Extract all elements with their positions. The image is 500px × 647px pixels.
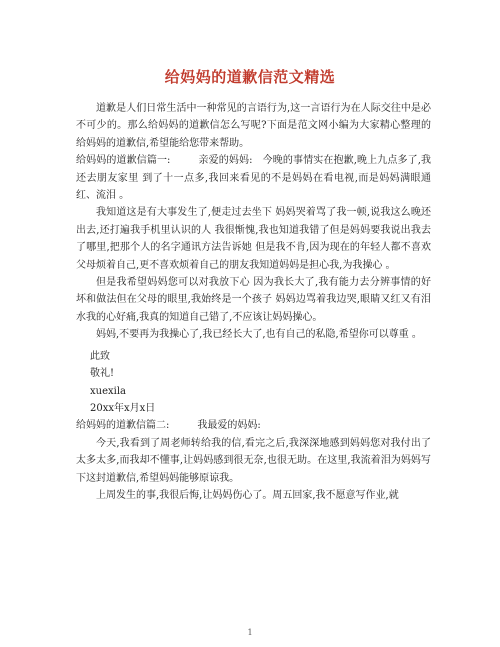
letter1-closing-2: 敬礼! <box>90 368 115 380</box>
document-title: 给妈妈的道歉信范文精选 <box>164 68 336 86</box>
letter1-paragraph-4: 妈妈,不要再为我操心了,我已经长大了,也有自己的私隐,希望你可以尊重 。 <box>96 329 422 341</box>
letter2-heading-line <box>76 417 431 434</box>
letter1-date: 20xx年x月x日 <box>90 402 156 414</box>
letter1-heading-line <box>76 152 431 204</box>
page-number: 1 <box>247 628 253 637</box>
letter1-first-line: 今晚的事情实在抱歉,晚上九点多了,我还去朋友家里 到了十一点多,我回来看见的不是妈妈在看电视,而是妈妈满眼通红、流泪 。 <box>76 155 431 202</box>
letter1-closing-1: 此致 <box>90 350 110 362</box>
letter2-paragraph-2: 上周发生的事,我很后悔,让妈妈伤心了。周五回家,我不愿意写作业,就 <box>96 489 399 501</box>
letter1-heading: 给妈妈的道歉信篇一: <box>76 155 171 167</box>
letter2-paragraph-1: 今天,我看到了周老师转给我的信,看完之后,我深深地感到妈妈您对我付出了太多太多,而我却不懂事,让妈妈感到很无奈,也很无助。在这里,我流着泪为妈妈写下这封道歉信,希望妈妈能够原谅我。 <box>76 437 431 484</box>
letter1-paragraph-2: 我知道这是有大事发生了,便走过去坐下 妈妈哭着骂了我一顿,说我这么晚还出去,还打遍我手机里认识的人 我很惭愧,我也知道我错了但是妈妈要我说出我去了哪里,把那个人的名字通讯方法告诉她 但是我不肯,因为现在的年轻人都不喜欢父母烦着自己,更不喜欢烦着自己的朋友我知道妈妈是担心我,为我操心 。 <box>76 207 431 271</box>
letter1-signature: xuexila <box>90 385 126 397</box>
letter1-paragraph-3: 但是我希望妈妈您可以对我放下心 因为我长大了,我有能力去分辨事情的好坏和做法但在父母的眼里,我始终是一个孩子 妈妈边骂着我边哭,眼睛又红又有泪水我的心好痛,我真的知道自己错了,不应该让妈妈操心。 <box>76 277 431 323</box>
document-body <box>76 100 431 504</box>
intro-paragraph: 道歉是人们日常生活中一种常见的言语行为,这一言语行为在人际交往中是必不可少的。那么给妈妈的道歉信怎么写呢?下面是范文网小编为大家精心整理的给妈妈的道歉信,希望能给您带来帮助。 <box>76 103 431 149</box>
letter2-heading: 给妈妈的道歉信篇二: <box>76 420 170 432</box>
letter2-salutation: 我最爱的妈妈: <box>197 420 261 432</box>
letter1-salutation: 亲爱的妈妈: <box>198 155 253 167</box>
